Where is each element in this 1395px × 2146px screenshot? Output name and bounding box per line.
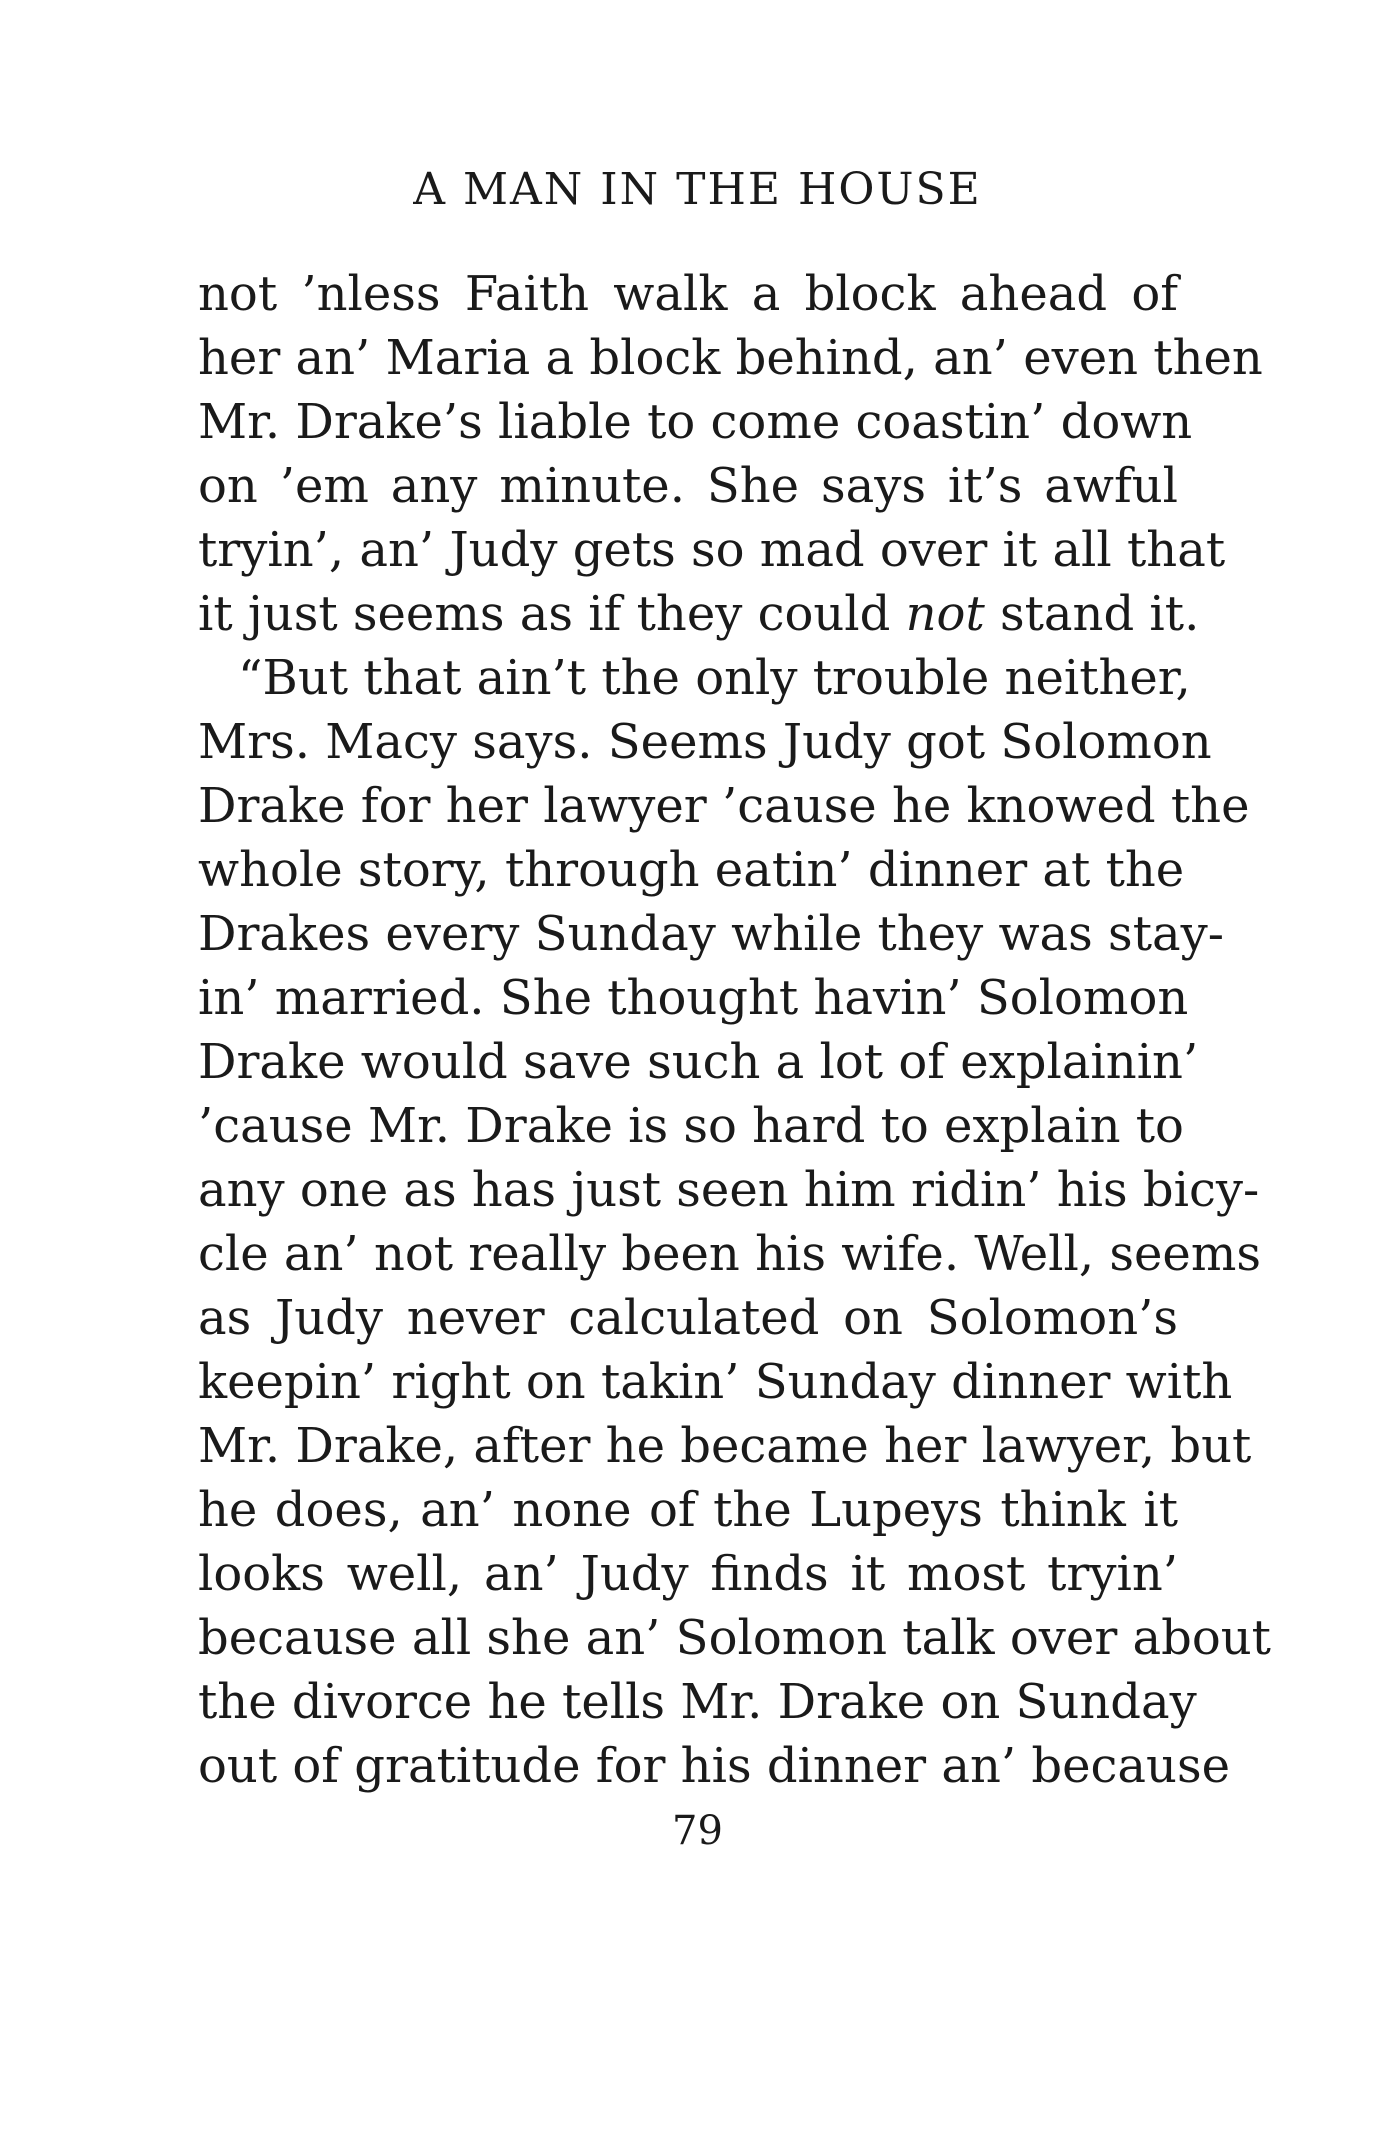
body-text [198,262,1271,1798]
text-line: whole story, through eatin’ dinner at the [198,842,1185,898]
text-line: cle an’ not really been his wife. Well, seems [198,1226,1261,1282]
text-line: “But that ain’t the only trouble neither, [238,650,1191,706]
text-line: ’cause Mr. Drake is so hard to explain to [198,1098,1184,1154]
text-line: Drake would save such a lot of explainin’ [198,1034,1199,1090]
text-line: as Judy never calculated on Solomon’s [198,1290,1178,1346]
text-line: not ’nless Faith walk a block ahead of [198,266,1178,322]
text-line: he does, an’ none of the Lupeys think it [198,1482,1178,1538]
text-line: tryin’, an’ Judy gets so mad over it all that [198,522,1226,578]
text-line: Drake for her lawyer ’cause he knowed the [198,778,1250,834]
text-line: looks well, an’ Judy finds it most tryin’ [198,1546,1178,1602]
text-line: Drakes every Sunday while they was stay- [198,906,1224,962]
text-line: out of gratitude for his dinner an’ because [198,1738,1230,1794]
running-head: A MAN IN THE HOUSE [413,164,982,215]
text-line: it just seems as if they could not stand it. [198,586,1200,642]
text-line: the divorce he tells Mr. Drake on Sunday [198,1674,1197,1730]
text-line: Mr. Drake’s liable to come coastin’ down [198,394,1193,450]
text-line: keepin’ right on takin’ Sunday dinner with [198,1354,1233,1410]
page-number: 79 [672,1808,723,1854]
text-line: Mrs. Macy says. Seems Judy got Solomon [198,714,1212,770]
text-line: on ’em any minute. She says it’s awful [198,458,1178,514]
text-line: because all she an’ Solomon talk over about [198,1610,1271,1666]
text-line: any one as has just seen him ridin’ his bicy- [198,1162,1260,1218]
text-line: Mr. Drake, after he became her lawyer, but [198,1418,1252,1474]
text-line: her an’ Maria a block behind, an’ even then [198,330,1263,386]
text-line: in’ married. She thought havin’ Solomon [198,970,1189,1026]
emphasized-word: not [905,586,985,642]
